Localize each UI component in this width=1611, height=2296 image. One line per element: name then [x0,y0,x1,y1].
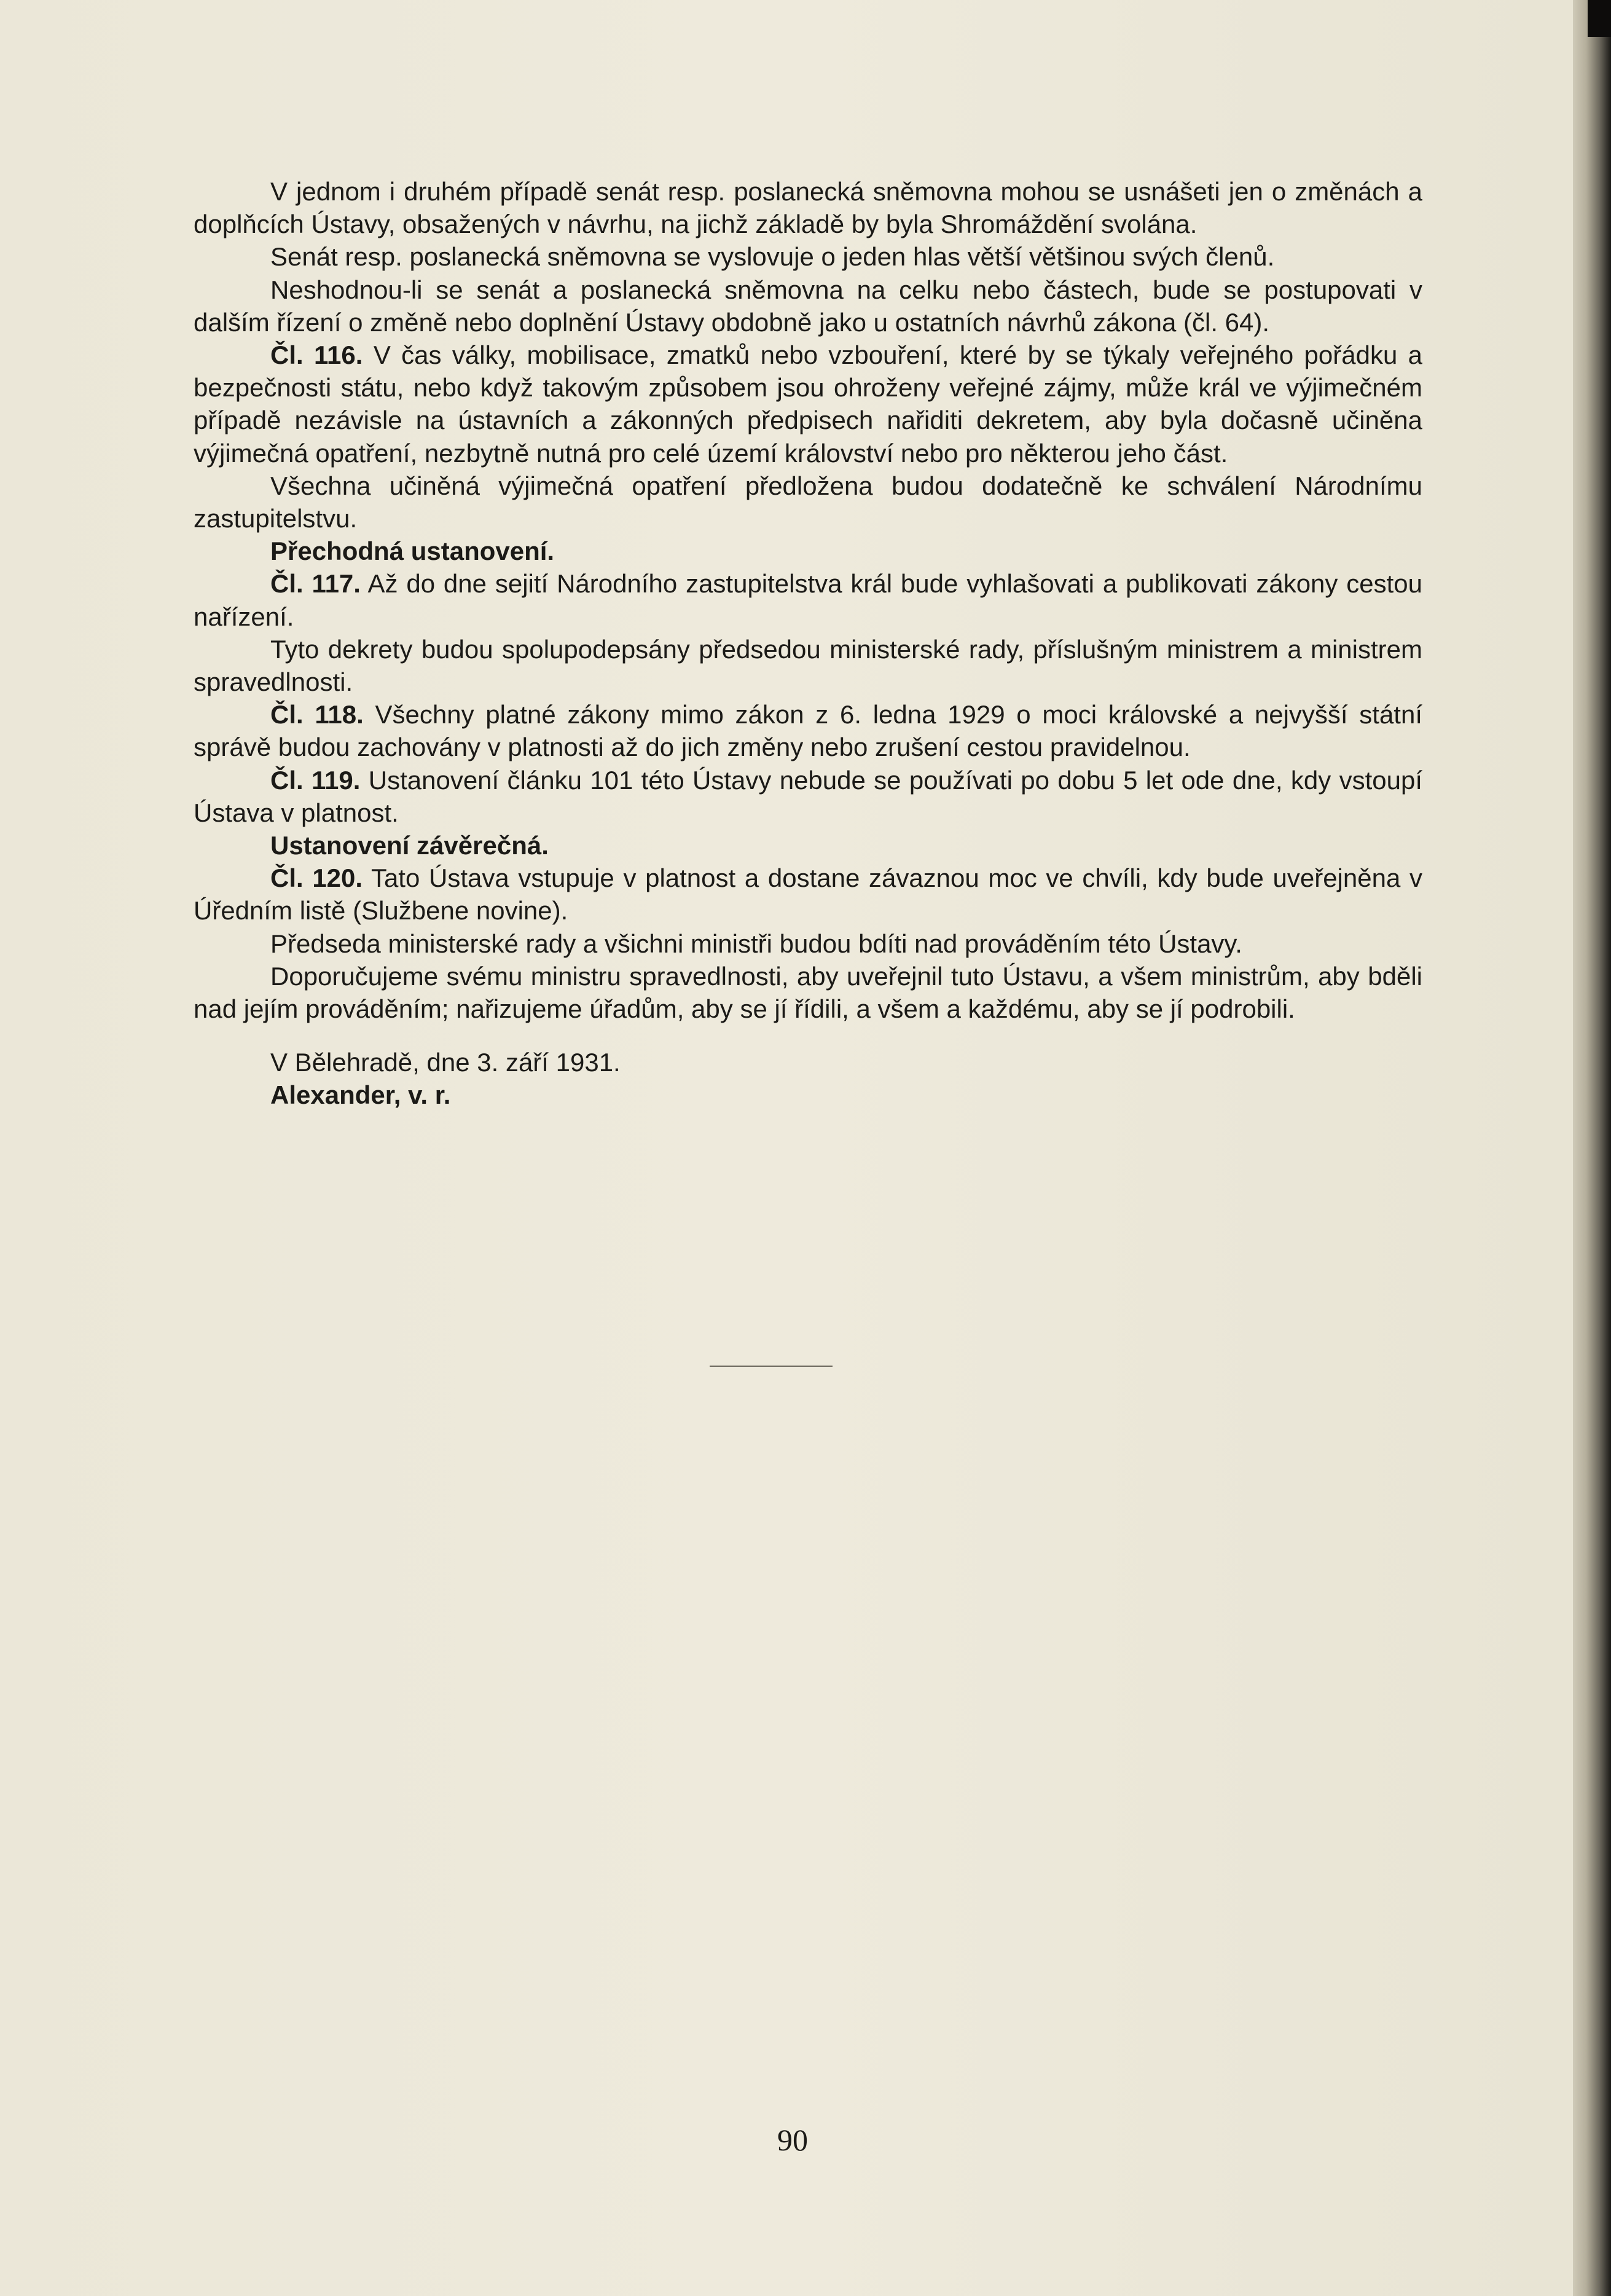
section-heading-transitional: Přechodná ustanovení. [270,537,555,566]
article-116: Čl. 116. V čas války, mobilisace, zmatků nebo vzbouření, které by se týkaly veřejného pořádku a bezpečnosti státu, nebo když takovým způsobem jsou ohroženy veřejné zájmy, může král ve výjimečném případě nezávisle na ústavních a zákonných předpisech nařiditi dekretem, aby byla dočasně učiněna výjimečná opatření, nezbytně nutná pro celé území království nebo pro některou jeho část. [194,340,1423,468]
book-spine-edge [1573,0,1611,2296]
article-number: Čl. 117. [270,569,361,599]
paragraph-1: V jednom i druhém případě senát resp. poslanecká sněmovna mohou se usnášeti jen o změnách a doplňcích Ústavy, obsažených v návrhu, na jichž základě by byla Shromáždění svolána. [194,177,1422,239]
article-120: Čl. 120. Tato Ústava vstupuje v platnost a dostane závaznou moc ve chvíli, kdy bude uveřejněna v Úředním listě (Službene novine). [194,863,1422,926]
article-number: Čl. 120. [270,863,363,893]
article-117: Čl. 117. Až do dne sejití Národního zastupitelstva král bude vyhlašovati a publikovati zákony cestou nařízení. [194,569,1423,631]
paragraph-5: Všechna učiněná výjimečná opatření předložena budou dodatečně ke schválení Národnímu zastupitelstvu. [194,471,1422,533]
paragraph-3: Neshodnou-li se senát a poslanecká sněmovna na celku nebo částech, bude se postupovati v dalším řízení o změně nebo doplnění Ústavy obdobně jako u ostatních návrhů zákona (čl. 64). [194,275,1422,337]
document-body [194,175,1422,1112]
article-number: Čl. 116. [270,340,363,370]
page-number: 90 [777,2123,808,2157]
article-119: Čl. 119. Ustanovení článku 101 této Ústavy nebude se používati po dobu 5 let ode dne, kdy vstoupí Ústava v platnost. [194,765,1422,827]
closing-rule [710,1366,833,1367]
section-heading-final: Ustanovení závěrečná. [270,831,549,860]
dateline: V Bělehradě, dne 3. září 1931. [270,1048,621,1077]
paragraph-11: Předseda ministerské rady a všichni ministři budou bdíti nad prováděním této Ústavy. [270,929,1242,958]
paragraph-2: Senát resp. poslanecká sněmovna se vyslovuje o jeden hlas větší většinou svých členů. [270,242,1275,272]
paragraph-7: Tyto dekrety budou spolupodepsány předsedou ministerské rady, příslušným ministrem a ministrem spravedlnosti. [194,634,1422,697]
paragraph-12: Doporučujeme svému ministru spravedlnosti, aby uveřejnil tuto Ústavu, a všem ministrům, aby bděli nad jejím prováděním; nařizujeme úřadům, aby se jí řídili, a všem a každému, aby se jí podrobili. [194,961,1422,1024]
article-number: Čl. 119. [270,765,361,795]
article-number: Čl. 118. [270,700,364,729]
signature: Alexander, v. r. [270,1080,451,1110]
book-spine-shadow [1588,0,1611,37]
article-118: Čl. 118. Všechny platné zákony mimo zákon z 6. ledna 1929 o moci královské a nejvyšší státní správě budou zachovány v platnosti až do jich změny nebo zrušení cestou pravidelnou. [194,700,1423,762]
